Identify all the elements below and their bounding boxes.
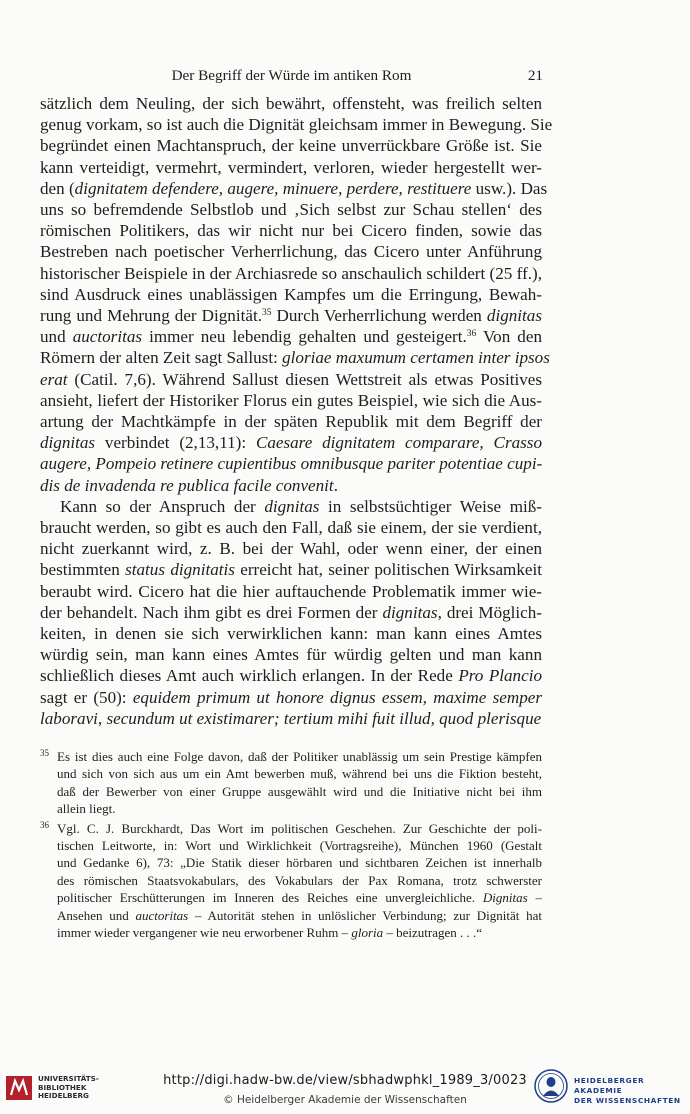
body-line: genug vorkam, so ist auch die Dignität gleichsam immer in Bewegung. Sie bbox=[40, 115, 553, 135]
footnote-line: daß der Bewerber von einer Gruppe ausgewählt wird und die Initiative nicht bei ihm bbox=[57, 783, 542, 799]
footnote-line: Es ist dies auch eine Folge davon, daß der Politiker unablässig um sein Prestige kämpfen bbox=[57, 749, 542, 764]
body-line: beraubt wird. Cicero hat die hier auftauchende Problematik immer wie- bbox=[40, 581, 542, 601]
body-line: ansieht, liefert der Historiker Florus ein gutes Beispiel, wie sich die Aus- bbox=[40, 390, 542, 410]
body-line: keiten, in denen sie sich verwirklichen kann: man kann eines Amtes bbox=[40, 624, 542, 644]
body-line: augere, Pompeio retinere cupientibus omnibusque pariter potentiae cupi- bbox=[40, 454, 543, 474]
footnote-line: tischen Leitworte, in: Wort und Wirklichkeit (Vortragsreihe), München 1960 (Gestalt bbox=[57, 838, 542, 854]
body-line: erat (Catil. 7,6). Während Sallust diesen Wettstreit als etwas Positives bbox=[40, 369, 542, 389]
running-title: Der Begriff der Würde im antiken Rom bbox=[171, 67, 412, 84]
body-line: bestimmten status dignitatis erreicht hat, seiner politischen Wirksamkeit bbox=[40, 560, 542, 580]
academy-name bbox=[574, 1076, 690, 1106]
body-line: der behandelt. Nach ihm gibt es drei Formen der dignitas, drei Möglich- bbox=[40, 602, 542, 622]
permalink-url[interactable]: http://digi.hadw-bw.de/view/sbhadwphkl_1989_3/0023 bbox=[163, 1073, 527, 1088]
footnote-line: Ansehen und auctoritas – Autorität stehen in unlöslicher Verbindung; zur Dignität hat bbox=[57, 907, 542, 923]
footnote-line: politischer Erschütterungen im Inneren des Reiches eine unvergleichliche. Dignitas – bbox=[57, 890, 542, 906]
ub-line-2: BIBLIOTHEK bbox=[38, 1082, 87, 1092]
page-number: 21 bbox=[527, 67, 543, 84]
body-line: würdig sein, man kann eines Amtes für würdig gelten und man kann bbox=[40, 645, 542, 665]
ub-line-3: HEIDELBERG bbox=[38, 1091, 89, 1101]
academy-line-2: DER WISSENSCHAFTEN bbox=[574, 1096, 681, 1105]
footnote-number: 35 bbox=[40, 748, 49, 758]
body-line: und auctoritas immer neu lebendig gehalten und gesteigert.$^{36}$ Von den bbox=[40, 327, 542, 347]
footnote-number: 36 bbox=[40, 819, 49, 830]
body-line: den (dignitatem defendere, augere, minuere, perdere, restituere usw.). Das bbox=[40, 178, 548, 198]
body-line: sagt er (50): equidem primum ut honore dignus essem, maxime semper bbox=[40, 687, 542, 707]
footnote-line: Vgl. C. J. Burckhardt, Das Wort im politischen Geschehen. Zur Geschichte der poli- bbox=[57, 820, 542, 836]
body-line: kann verteidigt, vermehrt, vermindert, verloren, wieder hergestellt wer- bbox=[40, 157, 542, 177]
body-line: uns so befremdende Selbstlob und ‚Sich selbst zur Schau stellen‘ des bbox=[40, 200, 542, 220]
body-line: laboravi, secundum ut existimarer; tertium mihi fuit illud, quod plerisque bbox=[40, 708, 542, 728]
body-line: Kann so der Anspruch der dignitas in selbstsüchtiger Weise miß- bbox=[60, 496, 542, 516]
footnote-line: und sich von sich aus um ein Amt bewerben muß, während bei uns die Fiktion besteht, bbox=[57, 766, 542, 782]
body-line: Römern der alten Zeit sagt Sallust: gloriae maxumum certamen inter ipsos bbox=[40, 348, 550, 368]
footnotes bbox=[40, 748, 542, 943]
body-line: begründet einen Machtanspruch, der keine unverrückbare Größe ist. Sie bbox=[40, 136, 542, 156]
copyright-notice: © Heidelberger Akademie der Wissenschaften bbox=[223, 1094, 467, 1106]
footnote-ref-35[interactable]: 35 bbox=[261, 308, 272, 319]
body-line: rung und Mehrung der Dignität.$^{35}$ Durch Verherrlichung werden dignitas bbox=[40, 306, 542, 326]
footnote-line: immer wieder vergangener wie neu erworbener Ruhm – gloria – beizutragen . . .“ bbox=[57, 925, 483, 941]
body-text bbox=[40, 93, 553, 729]
footnote-line: allein liegt. bbox=[57, 801, 116, 817]
footnote-36 bbox=[40, 820, 542, 942]
body-line: nicht zuerkannt wird, z. B. bei der Wahl, oder wenn einer, der einen bbox=[40, 539, 542, 559]
footer bbox=[0, 1060, 690, 1114]
body-line: dignitas verbindet (2,13,11): Caesare dignitatem comparare, Crasso bbox=[40, 433, 542, 453]
academy-seal-icon bbox=[534, 1069, 568, 1103]
academy-line-1: HEIDELBERGER AKADEMIE bbox=[574, 1076, 645, 1095]
body-line: braucht werden, so gibt es auch den Fall, daß sie einem, der sie verdient, bbox=[40, 518, 542, 538]
body-line: sind Ausdruck eines unablässigen Kampfes um die Erringung, Bewah- bbox=[40, 284, 542, 304]
footnote-ref-36[interactable]: 36 bbox=[466, 329, 477, 340]
footnote-line: des römischen Staatsvokabulars, des Vokabulars der Pax Romana, trotz schwerster bbox=[57, 872, 542, 888]
ub-line-1: UNIVERSITÄTS- bbox=[38, 1074, 99, 1083]
body-line: römischen Politikers, das wir nicht nur bei Cicero finden, sowie das bbox=[40, 221, 542, 241]
body-line: dis de invadenda re publica facile convenit. bbox=[40, 475, 338, 495]
body-line: historischer Beispiele in der Archiasrede so anschaulich schildert (25 ff.), bbox=[40, 263, 542, 283]
body-line: sätzlich dem Neuling, der sich bewährt, offensteht, was freilich selten bbox=[40, 94, 542, 113]
body-line: Bestreben nach poetischer Verherrlichung, das Cicero unter Anführung bbox=[40, 242, 542, 262]
body-line: artung der Machtkämpfe in der späten Republik mit dem Begriff der bbox=[40, 412, 542, 432]
footnote-35 bbox=[40, 748, 542, 818]
footnote-line: und Gedanke 6), 73: „Die Statik dieser hörbaren und sichtbaren Zeichen ist innerhalb bbox=[57, 855, 542, 871]
body-line: schließlich dieses Amt auch wirklich erlangen. In der Rede Pro Plancio bbox=[40, 666, 542, 686]
